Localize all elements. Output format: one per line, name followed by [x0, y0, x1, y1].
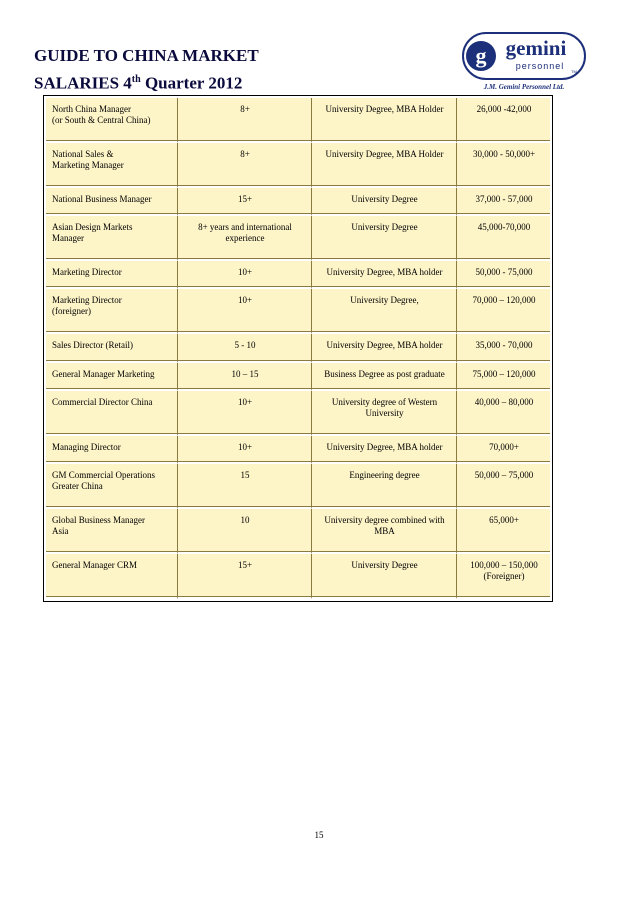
cell-education — [312, 334, 457, 362]
experience-line: 10+ — [237, 397, 253, 408]
cell-education — [312, 289, 457, 334]
table-row — [46, 436, 550, 464]
cell-experience — [178, 334, 312, 362]
logo-company: J.M. Gemini Personnel Ltd. — [483, 83, 565, 91]
position-line: Asia — [52, 526, 69, 537]
position-line: Asian Design Markets — [52, 222, 133, 233]
salary-line: 50,000 - 75,000 — [475, 266, 533, 277]
position-line: Marketing Director — [52, 266, 122, 277]
experience-line: 10 — [240, 515, 250, 526]
cell-experience — [178, 98, 312, 143]
cell-education — [312, 188, 457, 216]
education-line: University Degree, MBA Holder — [325, 148, 444, 159]
salary-line: 37,000 - 57,000 — [475, 193, 533, 204]
cell-experience — [178, 188, 312, 216]
position-line: Commercial Director China — [52, 397, 153, 408]
table-row — [46, 188, 550, 216]
position-line: Global Business Manager — [52, 515, 145, 526]
education-line: University Degree, MBA Holder — [325, 104, 444, 114]
position-line: Marketing Director — [52, 295, 122, 306]
logo-sub: personnel — [515, 61, 565, 71]
salary-table — [46, 98, 550, 599]
salary-line: 65,000+ — [489, 515, 519, 526]
cell-salary — [457, 363, 550, 391]
table-row — [46, 261, 550, 289]
cell-education — [312, 98, 457, 143]
education-line: University degree of Western — [331, 397, 438, 408]
title-line-2 — [34, 68, 259, 96]
cell-salary — [457, 391, 550, 436]
page-title — [34, 44, 259, 96]
title-line-1: GUIDE TO CHINA MARKET — [34, 46, 259, 65]
cell-salary — [457, 334, 550, 362]
cell-salary — [457, 216, 550, 261]
table-row — [46, 98, 550, 143]
cell-education — [312, 436, 457, 464]
logo-brand: gemini — [505, 36, 567, 60]
education-line: MBA — [374, 526, 395, 537]
salary-line: 35,000 - 70,000 — [475, 340, 533, 351]
cell-education — [312, 464, 457, 509]
experience-line: 8+ years and international — [198, 222, 292, 233]
education-line: University Degree — [351, 560, 418, 571]
cell-position — [46, 554, 178, 599]
title-line-2-prefix: SALARIES 4 — [34, 73, 132, 93]
cell-salary — [457, 509, 550, 554]
cell-experience — [178, 143, 312, 188]
salary-table-frame — [43, 95, 553, 602]
position-line: National Business Manager — [52, 193, 152, 204]
experience-line: 15 — [240, 470, 250, 481]
cell-education — [312, 509, 457, 554]
salary-line: 70,000 – 120,000 — [472, 295, 536, 306]
cell-education — [312, 216, 457, 261]
cell-position — [46, 188, 178, 216]
experience-line: 15+ — [237, 560, 253, 571]
education-line: University Degree, MBA holder — [326, 266, 443, 277]
page-number: 15 — [314, 830, 324, 840]
title-line-2-suffix: Quarter 2012 — [140, 73, 243, 93]
experience-line: 10+ — [237, 441, 253, 452]
cell-position — [46, 143, 178, 188]
salary-table-body — [46, 98, 550, 599]
table-row — [46, 143, 550, 188]
position-line: General Manager Marketing — [52, 368, 155, 379]
gemini-logo — [462, 32, 586, 92]
cell-experience — [178, 363, 312, 391]
position-line: Greater China — [52, 481, 103, 492]
cell-experience — [178, 391, 312, 436]
cell-education — [312, 554, 457, 599]
cell-experience — [178, 509, 312, 554]
education-line: University Degree, MBA holder — [326, 441, 443, 452]
cell-position — [46, 98, 178, 143]
position-line: North China Manager — [52, 104, 131, 114]
cell-position — [46, 436, 178, 464]
education-line: University Degree — [351, 193, 418, 204]
cell-position — [46, 363, 178, 391]
salary-line: 50,000 – 75,000 — [474, 470, 534, 481]
cell-position — [46, 216, 178, 261]
cell-position — [46, 261, 178, 289]
table-row — [46, 334, 550, 362]
cell-education — [312, 143, 457, 188]
table-row — [46, 554, 550, 599]
experience-line: 15+ — [237, 193, 253, 204]
salary-line: (Foreigner) — [483, 571, 525, 582]
salary-line: 30,000 - 50,000+ — [472, 148, 536, 159]
table-row — [46, 363, 550, 391]
position-line: (or South & Central China) — [52, 115, 151, 125]
cell-experience — [178, 261, 312, 289]
cell-position — [46, 289, 178, 334]
cell-position — [46, 509, 178, 554]
experience-line: 8+ — [240, 104, 250, 114]
education-line: University degree combined with — [324, 515, 445, 526]
cell-salary — [457, 143, 550, 188]
cell-experience — [178, 436, 312, 464]
table-row — [46, 509, 550, 554]
education-line: Business Degree as post graduate — [324, 368, 445, 379]
education-line: University Degree, — [350, 295, 419, 306]
cell-salary — [457, 261, 550, 289]
experience-line: 10+ — [237, 295, 253, 306]
cell-education — [312, 261, 457, 289]
position-line: Managing Director — [52, 441, 121, 452]
salary-line: 45,000-70,000 — [477, 222, 531, 233]
salary-line: 70,000+ — [489, 441, 519, 452]
position-line: GM Commercial Operations — [52, 470, 155, 481]
experience-line: 10 – 15 — [231, 368, 259, 379]
experience-line: 8+ — [240, 148, 250, 159]
table-row — [46, 216, 550, 261]
cell-position — [46, 334, 178, 362]
cell-education — [312, 363, 457, 391]
experience-line: 5 - 10 — [234, 340, 256, 351]
table-row — [46, 391, 550, 436]
education-line: Engineering degree — [349, 470, 420, 481]
cell-position — [46, 391, 178, 436]
cell-salary — [457, 289, 550, 334]
table-row — [46, 289, 550, 334]
svg-text:g: g — [475, 43, 487, 68]
salary-line: 100,000 – 150,000 — [470, 560, 538, 571]
position-line: Sales Director (Retail) — [52, 340, 133, 351]
cell-salary — [457, 554, 550, 599]
title-line-2-sup: th — [131, 74, 141, 85]
cell-salary — [457, 464, 550, 509]
cell-salary — [457, 98, 550, 143]
cell-education — [312, 391, 457, 436]
position-line: Manager — [52, 233, 84, 244]
table-row — [46, 464, 550, 509]
cell-experience — [178, 216, 312, 261]
experience-line: experience — [225, 233, 265, 244]
position-line: National Sales & — [52, 148, 114, 159]
cell-experience — [178, 554, 312, 599]
salary-line: 26,000 -42,000 — [476, 104, 532, 114]
position-line: Marketing Manager — [52, 159, 124, 170]
cell-position — [46, 464, 178, 509]
salary-line: 40,000 – 80,000 — [474, 397, 534, 408]
experience-line: 10+ — [237, 266, 253, 277]
salary-line: 75,000 – 120,000 — [472, 368, 536, 379]
education-line: University — [365, 408, 404, 419]
cell-salary — [457, 188, 550, 216]
education-line: University Degree — [351, 222, 418, 233]
logo-tm: TM — [571, 69, 577, 74]
cell-experience — [178, 464, 312, 509]
position-line: General Manager CRM — [52, 560, 137, 571]
cell-experience — [178, 289, 312, 334]
education-line: University Degree, MBA holder — [326, 340, 443, 351]
cell-salary — [457, 436, 550, 464]
position-line: (foreigner) — [52, 306, 91, 317]
